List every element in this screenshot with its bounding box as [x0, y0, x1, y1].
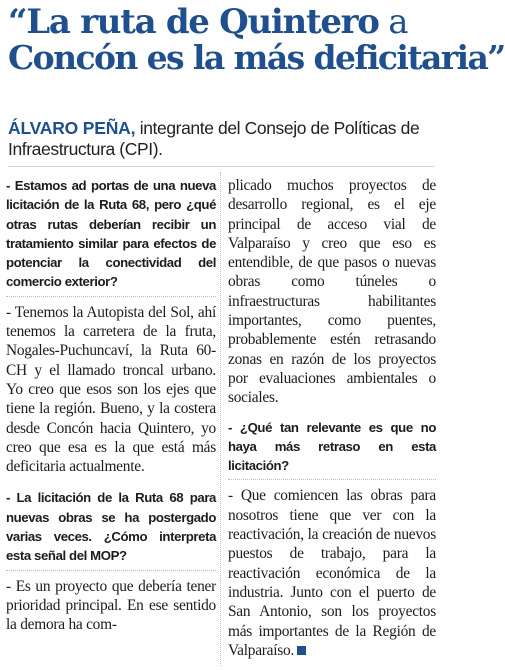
headline-line-2: Concón es la más deficitaria” — [8, 38, 505, 77]
column-left — [6, 176, 216, 635]
column-right — [228, 176, 436, 660]
interviewee-role: integrante del Consejo de Políticas de Infraestructura (CPI). — [8, 118, 420, 159]
answer-3 — [228, 486, 436, 660]
answer-2-start: - Es un proyecto que debería tener prioridad principal. En ese sentido la demora ha com- — [6, 577, 216, 634]
byline — [8, 118, 434, 160]
answer-3-text: - Que comiencen las obras para nosotros tiene que ver con la reactivación, la creación de nuevos puestos de trabajo, para la reactivación económica de la industria. Junto con el puerto de San Antonio, son los proyectos más importantes de la Región de Valparaíso. — [228, 487, 436, 659]
column-divider — [220, 172, 221, 666]
answer-1: - Tenemos la Autopista del Sol, ahí tenemos la carretera de la fruta, Nogales-Puchuncaví, la Ruta 60-CH y el llamado troncal urbano. Yo creo que esos son los ejes que tiene la región. Bueno, y la costera desde Concón hacia Quintero, yo creo que esa es la que está más deficitaria actualmente. — [6, 303, 216, 476]
end-of-article-mark — [297, 646, 306, 655]
question-3: - ¿Qué tan relevante es que no haya más retraso en esta licitación? — [228, 418, 436, 481]
headline-line-1-main: “La ruta de Quintero — [8, 2, 379, 42]
answer-2-continued: plicado muchos proyectos de desarrollo regional, es el eje principal de acceso vial de Valparaíso y creo que eso es entendible, de que pasos o nuevas obras como túneles o infraestructuras habilitantes importantes, como puentes, probablemente estén retrasando zonas en razón de los proyectos por evaluaciones ambientales o sociales. — [228, 177, 436, 407]
headline-line-1-tail: a — [378, 2, 408, 42]
question-1: - Estamos ad portas de una nueva licitación de la Ruta 68, pero ¿qué otras rutas deberían recibir un tratamiento similar para efectos de potenciar la conectividad del comercio exterior? — [6, 176, 216, 297]
header-divider — [8, 166, 434, 167]
interviewee-name: ÁLVARO PEÑA, — [8, 118, 136, 138]
headline — [8, 2, 505, 77]
headline-line-1 — [8, 4, 438, 40]
question-2: - La licitación de la Ruta 68 para nuevas obras se ha postergado varias veces. ¿Cómo interpreta esta señal del MOP? — [6, 488, 216, 570]
